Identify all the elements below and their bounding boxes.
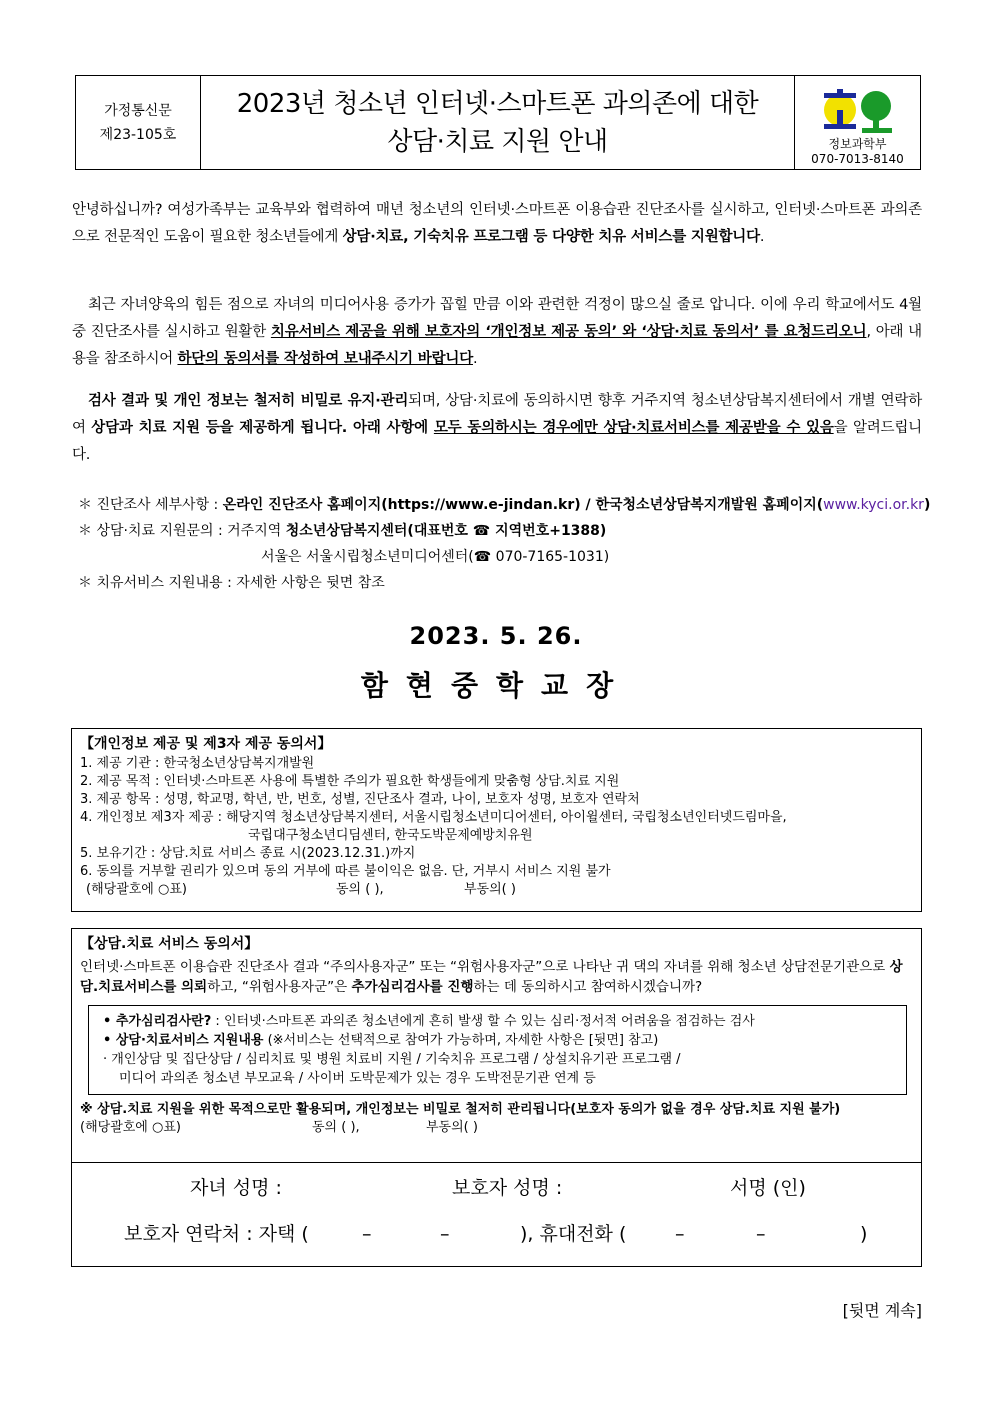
privacy-disagree-field[interactable]: 부동의( ) — [464, 882, 516, 897]
p2-end: . — [473, 351, 478, 367]
privacy-consent-title: 【개인정보 제공 및 제3자 제공 동의서】 — [80, 736, 332, 752]
doc-info-cell — [76, 76, 201, 169]
counseling-agree-field[interactable]: 동의 ( ), — [312, 1120, 360, 1135]
paragraph-3 — [72, 388, 922, 469]
privacy-item-4: 4. 개인정보 제3자 제공 : 해당지역 청소년상담복지센터, 서울시립청소년미디어센터, 아이윌센터, 국립청소년인터넷드림마을, — [80, 810, 787, 825]
counseling-consent-title: 【상담.치료 서비스 동의서】 — [80, 936, 259, 952]
privacy-item-6: 6. 동의를 거부할 권리가 있으며 동의 거부에 따른 불이익은 없음. 단, 거부시 서비스 지원 불가 — [80, 864, 611, 879]
privacy-agree-field[interactable]: 동의 ( ), — [336, 882, 384, 897]
mobile-phone-field[interactable]: ), 휴대전화 ( — [520, 1223, 627, 1245]
note-contact-seoul: 서울은 서울시립청소년미디어센터(☎ 070-7165-1031) — [261, 549, 610, 565]
counseling-consent-box — [71, 928, 922, 1267]
counseling-disagree-field[interactable]: 부동의( ) — [426, 1120, 478, 1135]
child-name-field[interactable]: 자녀 성명 : — [190, 1177, 282, 1199]
privacy-item-3: 3. 제공 항목 : 성명, 학교명, 학년, 반, 번호, 성별, 진단조사 결과, 나이, 보호자 성명, 보호자 연락처 — [80, 792, 640, 807]
issue-date: 2023. 5. 26. — [409, 622, 583, 650]
paragraph-2 — [72, 292, 922, 373]
p1-bold: 상담·치료, 기숙치유 프로그램 등 다양한 치유 서비스를 지원합니다 — [342, 229, 760, 245]
header-table — [75, 75, 921, 170]
paragraph-1 — [72, 197, 922, 251]
p3-text: 되며, 상담·치료에 동의하시면 향후 거주지역 청소년상담복지센터에서 개별 연락하여 — [72, 393, 923, 436]
dept-name: 정보과학부 — [828, 137, 887, 151]
privacy-item-1: 1. 제공 기관 : 한국청소년상담복지개발원 — [80, 756, 315, 771]
doc-number: 제23-105호 — [99, 126, 177, 143]
note-service: ＊ 치유서비스 지원내용 : 자세한 사항은 뒷면 참조 — [78, 575, 385, 591]
doc-type: 가정통신문 — [104, 102, 172, 119]
signature-area: 자녀 성명 : 보호자 성명 : 서명 (인) 보호자 연락처 : 자택 ( – – ), 휴대전화 ( – – ) — [124, 1177, 868, 1245]
title-cell — [201, 76, 794, 169]
counseling-intro: 인터넷·스마트폰 이용습관 진단조사 결과 “주의사용자군” 또는 “위험사용자군”으로 나타난 귀 댁의 자녀를 위해 청소년 상담전문기관으로 상담.치료서비스를 의뢰하고, “위험사용자군”은 추가심리검사를 진행하는 데 동의하시고 참여하시겠습니까? — [80, 959, 903, 995]
p3-end: 을 알려드립니다. — [72, 420, 922, 463]
counseling-choice-row: (해당괄호에 ○표) 동의 ( ), 부동의( ) — [80, 1120, 478, 1135]
p2-text2: , 아래 내용을 참조하시어 — [72, 324, 922, 367]
dept-cell — [794, 76, 920, 169]
p2-text: 최근 자녀양육의 힘든 점으로 자녀의 미디어사용 증가가 꼽힐 만큼 이와 관련한 걱정이 많으실 줄로 압니다. 이에 우리 학교에서도 4월 중 진단조사를 실시하고 원활한 — [72, 297, 922, 340]
page-continue-note: [뒷면 계속] — [842, 1301, 922, 1320]
privacy-item-2: 2. 제공 목적 : 인터넷·스마트폰 사용에 특별한 주의가 필요한 학생들에게 맞춤형 상담.치료 지원 — [80, 774, 620, 789]
note-contact: ＊ 상담·치료 지원문의 : 거주지역 청소년상담복지센터(대표번호 ☎ 지역번호+1388) — [78, 523, 607, 539]
privacy-choice-row: (해당괄호에 ○표) 동의 ( ), 부동의( ) — [86, 882, 516, 897]
p3-bold: 검사 결과 및 개인 정보는 철저히 비밀로 유지·관리 — [88, 393, 409, 409]
privacy-item-5: 5. 보유기간 : 상담.치료 서비스 종료 시(2023.12.31.)까지 — [80, 846, 416, 861]
counseling-consent-upper — [72, 929, 921, 1163]
guardian-name-field[interactable]: 보호자 성명 : — [452, 1177, 563, 1199]
note-diagnosis: ＊ 진단조사 세부사항 : 온라인 진단조사 홈페이지(https://www.e-jindan.kr) / 한국청소년상담복지개발원 홈페이지(www.kyci.or.kr) — [78, 497, 931, 513]
title-line2: 상담·치료 지원 안내 — [387, 126, 608, 157]
p3-underline-bold: 모두 동의하시는 경우에만 상담·치료서비스를 제공받을 수 있음 — [433, 420, 834, 436]
p1-text: 안녕하십니까? 여성가족부는 교육부와 협력하여 매년 청소년의 인터넷·스마트폰 이용습관 진단조사를 실시하고, 인터넷·스마트폰 과의존으로 전문적인 도움이 필요한 청소년들에게 — [72, 202, 922, 245]
title-line1: 2023년 청소년 인터넷·스마트폰 과의존에 대한 — [236, 88, 759, 119]
p2-underline-bold: 치유서비스 제공을 위해 보호자의 ‘개인정보 제공 동의’ 와 ‘상담·치료 동의서’ 를 요청드리오니 — [270, 324, 867, 340]
p1-end: . — [759, 229, 765, 245]
school-principal: 함현중학교장 — [360, 669, 632, 702]
kyci-link[interactable]: www.kyci.or.kr — [823, 497, 924, 513]
school-logo-icon — [818, 88, 898, 134]
notes-list — [78, 492, 931, 596]
p2-underline-bold2: 하단의 동의서를 작성하여 보내주시기 바랍니다 — [177, 351, 473, 367]
home-phone-field[interactable]: 보호자 연락처 : 자택 ( — [124, 1223, 309, 1245]
p3-bold2: 상담과 치료 지원 등을 제공하게 됩니다. 아래 사항에 — [91, 420, 434, 436]
counseling-note: ※ 상담.치료 지원을 위한 목적으로만 활용되며, 개인정보는 비밀로 철저히 관리됩니다(보호자 동의가 없을 경우 상담.치료 지원 불가) — [80, 1102, 841, 1117]
dept-phone: 070-7013-8140 — [811, 152, 904, 166]
privacy-consent-box — [71, 728, 922, 912]
signature-field[interactable]: 서명 (인) — [730, 1177, 806, 1199]
service-info-box: • 추가심리검사란? : 인터넷·스마트폰 과의존 청소년에게 흔히 발생 할 수 있는 심리·정서적 어려움을 점검하는 검사 • 상담·치료서비스 지원내용 (※서비스는 선택적으로 참여가 가능하며, 자세한 사항은 [뒷면] 참고) · 개인상담 및 집단상담 / 심리치료 및 병원 치료비 지원 / 기숙치유 프로그램 / 상설치유기관 프로그램 / 미디어 과의존 청소년 부모교육 / 사이버 도박문제가 있는 경우 도박전문기관 연계 등 — [88, 1005, 907, 1095]
privacy-item-4-cont: 국립대구청소년디딤센터, 한국도박문제예방치유원 — [248, 828, 533, 843]
